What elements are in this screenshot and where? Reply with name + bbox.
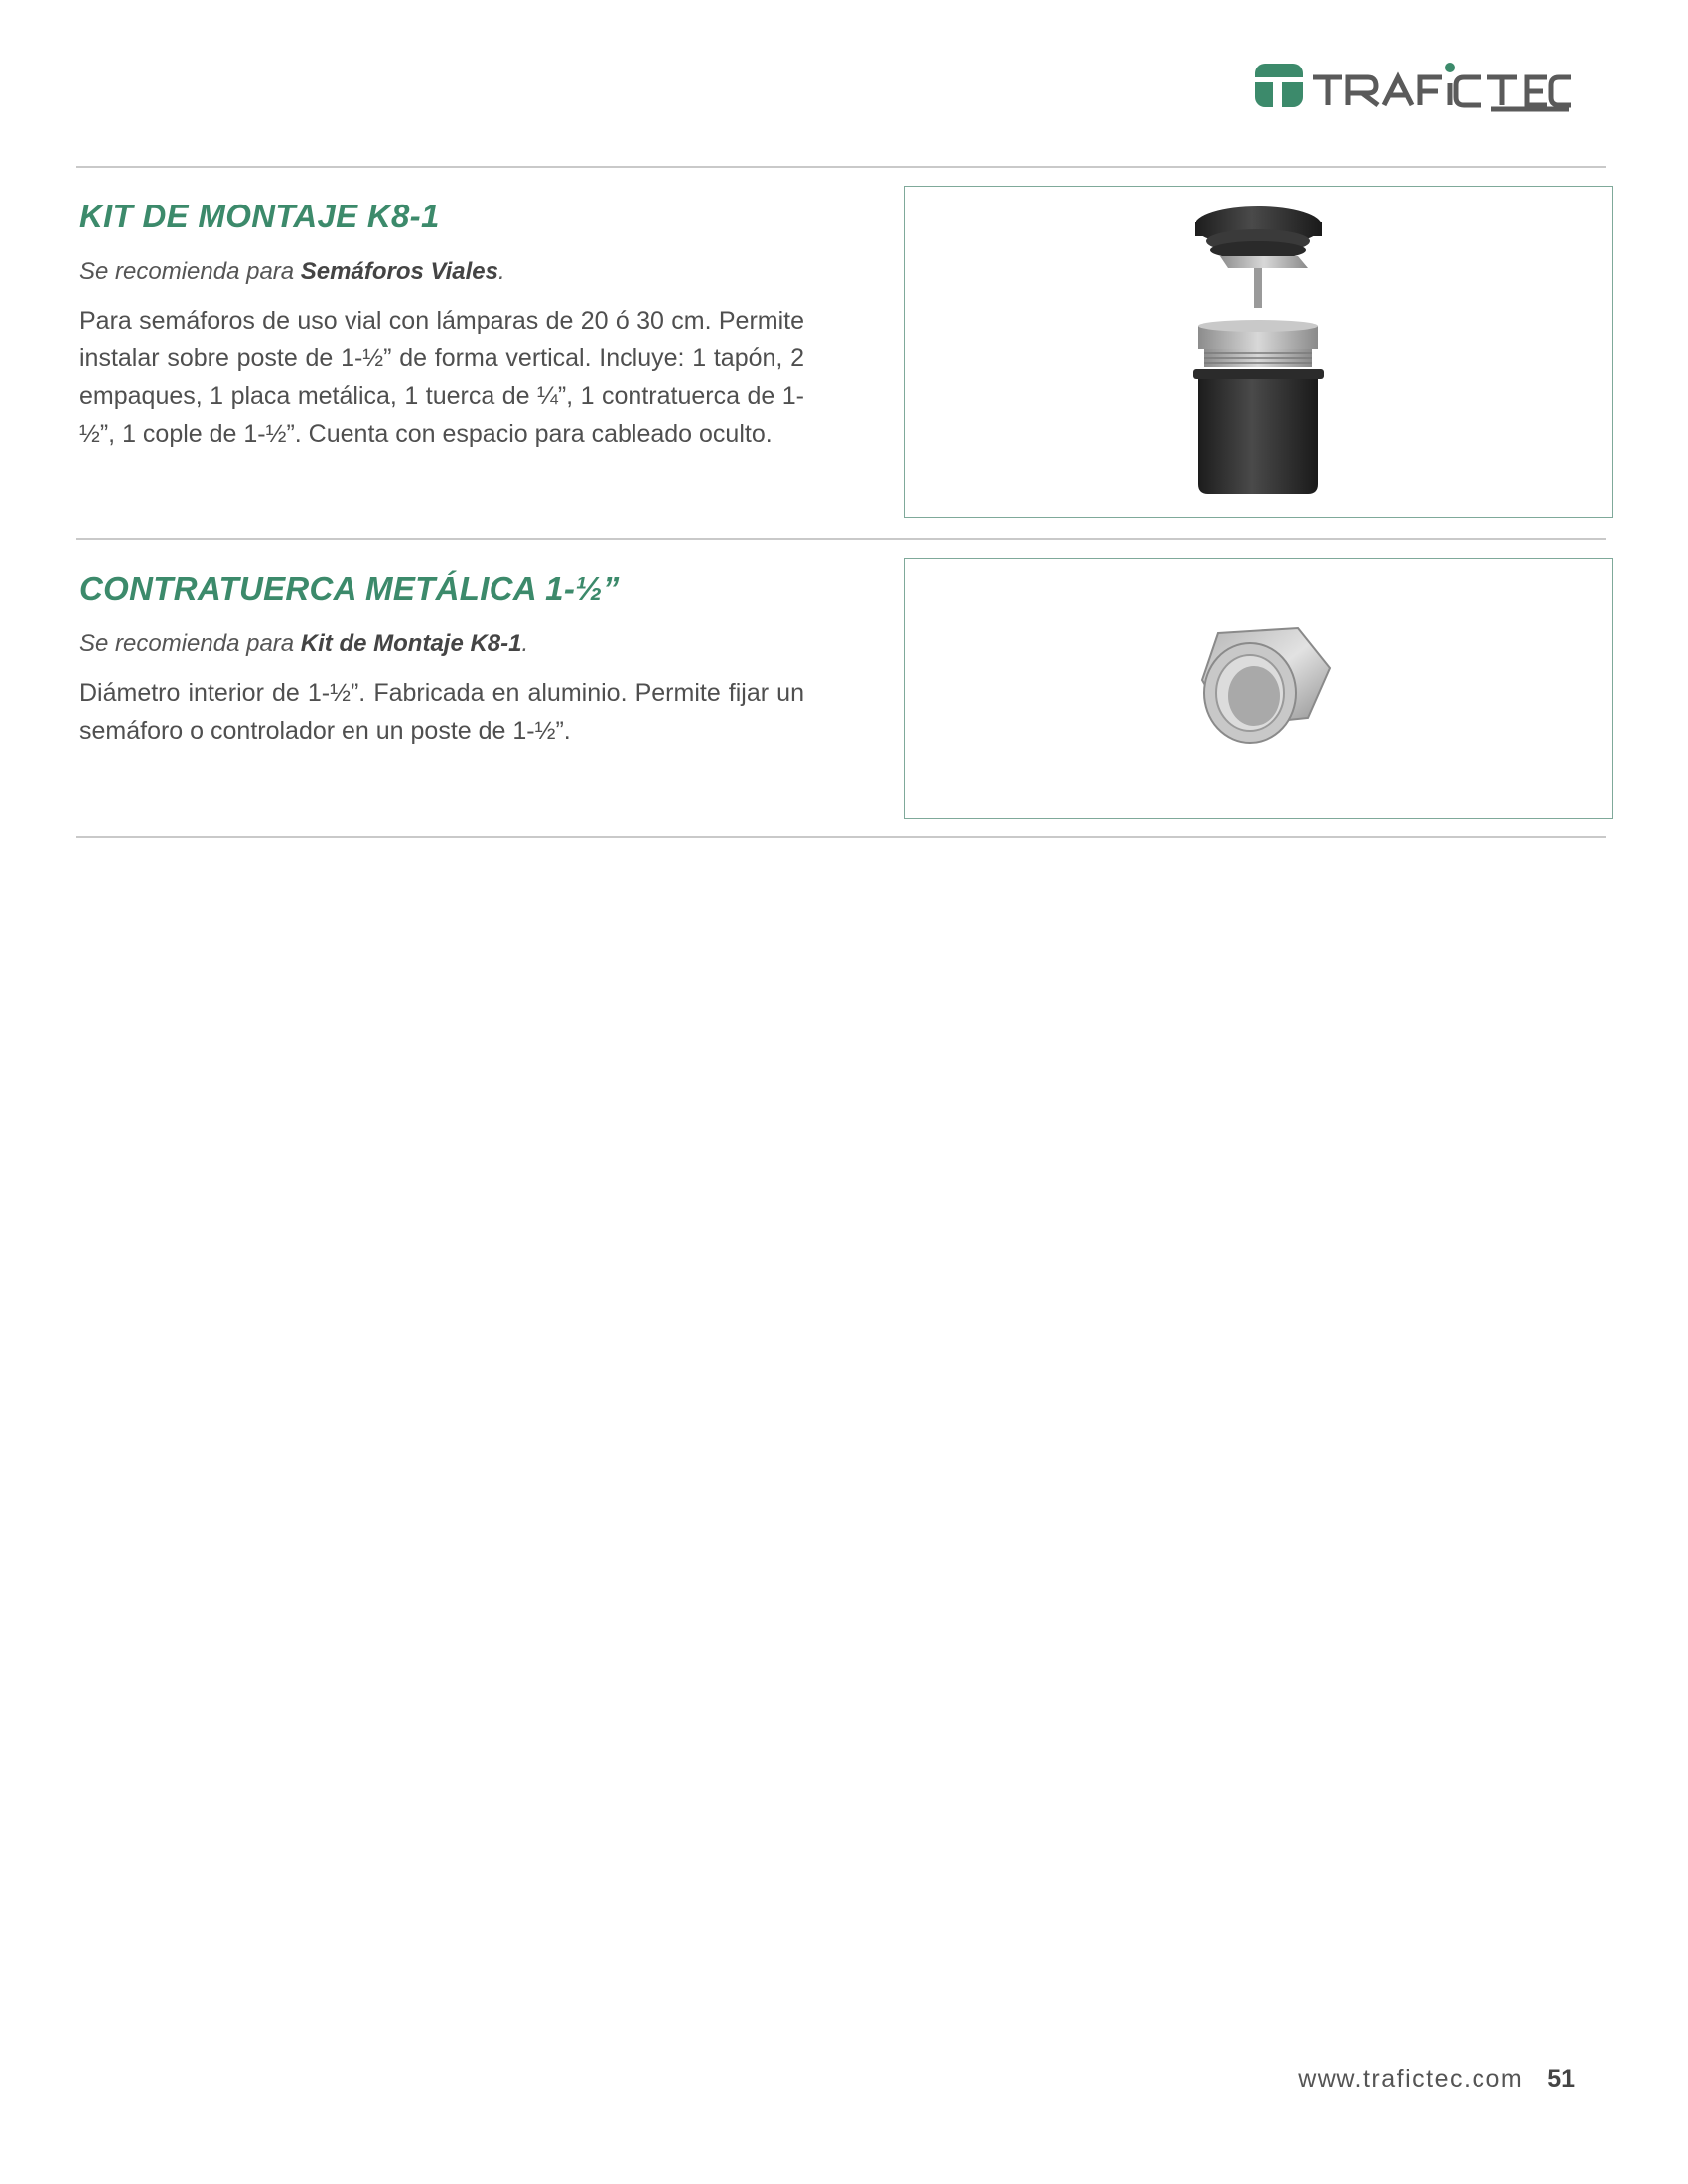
product-image-frame bbox=[904, 186, 1613, 518]
product-title: CONTRATUERCA METÁLICA 1-½” bbox=[79, 570, 620, 607]
product-title: KIT DE MONTAJE K8-1 bbox=[79, 198, 440, 234]
product-image-frame bbox=[904, 558, 1613, 819]
website-link[interactable]: www.trafictec.com bbox=[1298, 2065, 1524, 2093]
top-divider bbox=[76, 166, 1606, 168]
product-description: Diámetro interior de 1-½”. Fabricada en aluminio. Permite fijar un semáforo o controlador en un poste de 1-½”. bbox=[79, 679, 804, 745]
page-number: 51 bbox=[1547, 2065, 1575, 2093]
middle-divider bbox=[76, 538, 1606, 540]
mounting-kit-photo-icon bbox=[1159, 187, 1357, 519]
product-recommendation: Se recomienda para Kit de Montaje K8-1. bbox=[79, 630, 529, 657]
product-recommendation: Se recomienda para Semáforos Viales. bbox=[79, 258, 505, 285]
bottom-divider bbox=[76, 836, 1606, 838]
product-contratuerca bbox=[79, 569, 804, 750]
locknut-photo-icon bbox=[1159, 559, 1357, 820]
page-footer bbox=[1298, 2065, 1575, 2094]
product-description: Para semáforos de uso vial con lámparas de 20 ó 30 cm. Permite instalar sobre poste de 1-½” de forma vertical. Incluye: 1 tapón, 2 empaques, 1 placa metálica, 1 tuerca de ¼”, 1 contratuerca de 1-½”, 1 cople de 1-½”. Cuenta con espacio para cableado oculto. bbox=[79, 307, 804, 448]
trafictec-logo bbox=[1253, 58, 1571, 113]
product-kit-de-montaje bbox=[79, 197, 804, 453]
